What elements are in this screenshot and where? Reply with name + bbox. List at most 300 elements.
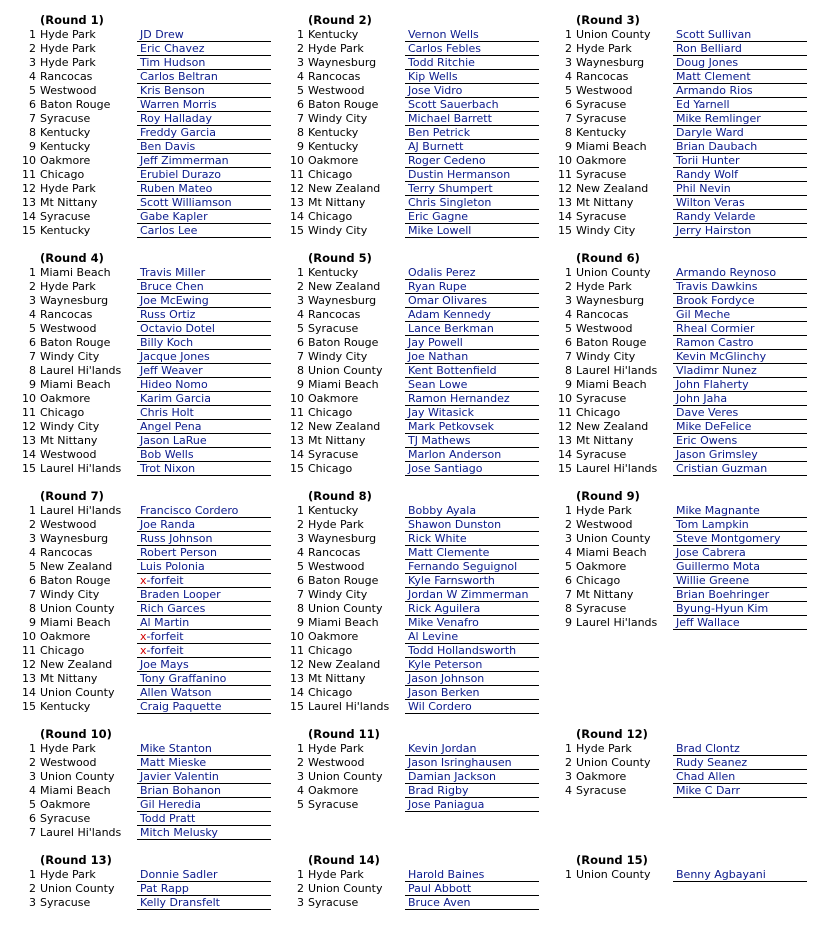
pick-player[interactable]: Daryle Ward <box>673 126 807 140</box>
pick-player[interactable]: Russ Johnson <box>137 532 271 546</box>
pick-row <box>268 630 538 644</box>
pick-row <box>536 196 806 210</box>
pick-row <box>0 882 270 896</box>
pick-player[interactable]: Jason Grimsley <box>673 448 807 462</box>
pick-row <box>0 378 270 392</box>
pick-row <box>536 126 806 140</box>
pick-row <box>268 350 538 364</box>
pick-row <box>0 574 270 588</box>
pick-player[interactable]: Angel Pena <box>137 420 271 434</box>
pick-number: 1 <box>297 742 304 755</box>
pick-team: Miami Beach <box>40 378 111 391</box>
pick-player[interactable]: Matt Mieske <box>137 756 271 770</box>
pick-player[interactable]: Francisco Cordero <box>137 504 271 518</box>
pick-row <box>0 308 270 322</box>
pick-player[interactable]: Omar Olivares <box>405 294 539 308</box>
pick-team: Mt Nittany <box>576 434 634 447</box>
pick-team: Baton Rouge <box>308 98 379 111</box>
pick-player[interactable]: Brook Fordyce <box>673 294 807 308</box>
pick-player[interactable]: Carlos Lee <box>137 224 271 238</box>
pick-team: New Zealand <box>576 420 649 433</box>
pick-row <box>0 812 270 826</box>
pick-player[interactable]: Jose Paniagua <box>405 798 539 812</box>
pick-player[interactable]: Ben Davis <box>137 140 271 154</box>
pick-number: 10 <box>22 154 36 167</box>
pick-player[interactable]: Octavio Dotel <box>137 322 271 336</box>
pick-player[interactable]: Donnie Sadler <box>137 868 271 882</box>
pick-player[interactable]: Jay Witasick <box>405 406 539 420</box>
pick-player[interactable]: Vernon Wells <box>405 28 539 42</box>
pick-team: Oakmore <box>40 154 91 167</box>
pick-player[interactable]: Armando Reynoso <box>673 266 807 280</box>
pick-number: 6 <box>297 574 304 587</box>
pick-number: 1 <box>29 266 36 279</box>
pick-player[interactable]: Mike Remlinger <box>673 112 807 126</box>
pick-player[interactable]: Al Martin <box>137 616 271 630</box>
pick-player[interactable]: Jose Santiago <box>405 462 539 476</box>
pick-player[interactable]: Todd Ritchie <box>405 56 539 70</box>
pick-player[interactable]: Odalis Perez <box>405 266 539 280</box>
pick-player[interactable]: Armando Rios <box>673 84 807 98</box>
pick-player[interactable]: Vladimr Nunez <box>673 364 807 378</box>
pick-player[interactable]: Ryan Rupe <box>405 280 539 294</box>
pick-team: Union County <box>308 364 383 377</box>
pick-player[interactable]: Wilton Veras <box>673 196 807 210</box>
pick-player[interactable]: Pat Rapp <box>137 882 271 896</box>
pick-player[interactable]: Matt Clement <box>673 70 807 84</box>
pick-player[interactable]: Scott Williamson <box>137 196 271 210</box>
pick-player[interactable]: Jacque Jones <box>137 350 271 364</box>
pick-player[interactable]: Shawon Dunston <box>405 518 539 532</box>
pick-player[interactable]: TJ Mathews <box>405 434 539 448</box>
pick-number: 13 <box>558 196 572 209</box>
pick-player[interactable]: AJ Burnett <box>405 140 539 154</box>
pick-player[interactable]: Byung-Hyun Kim <box>673 602 807 616</box>
pick-player[interactable]: Michael Barrett <box>405 112 539 126</box>
pick-number: 2 <box>29 280 36 293</box>
pick-player[interactable]: Harold Baines <box>405 868 539 882</box>
pick-number: 8 <box>565 364 572 377</box>
pick-player[interactable]: Rick White <box>405 532 539 546</box>
pick-player[interactable]: Phil Nevin <box>673 182 807 196</box>
pick-team: Westwood <box>40 518 97 531</box>
pick-number: 14 <box>558 448 572 461</box>
pick-player[interactable]: Jose Cabrera <box>673 546 807 560</box>
pick-row <box>0 420 270 434</box>
pick-player[interactable] <box>137 644 271 658</box>
pick-player[interactable]: Jason Johnson <box>405 672 539 686</box>
pick-player[interactable]: Joe Mays <box>137 658 271 672</box>
pick-player[interactable]: Gabe Kapler <box>137 210 271 224</box>
pick-team: Syracuse <box>576 448 627 461</box>
pick-row <box>536 42 806 56</box>
pick-team: Windy City <box>308 588 368 601</box>
pick-team: Waynesburg <box>576 56 645 69</box>
pick-player[interactable]: JD Drew <box>137 28 271 42</box>
pick-number: 8 <box>297 126 304 139</box>
pick-player[interactable]: Billy Koch <box>137 336 271 350</box>
forfeit-marker: x <box>140 630 147 643</box>
pick-player[interactable]: Ramon Hernandez <box>405 392 539 406</box>
pick-player[interactable]: Paul Abbott <box>405 882 539 896</box>
pick-team: Baton Rouge <box>40 98 111 111</box>
pick-player[interactable]: Kent Bottenfield <box>405 364 539 378</box>
pick-team: Oakmore <box>308 784 359 797</box>
pick-player[interactable]: Kris Benson <box>137 84 271 98</box>
pick-row <box>268 84 538 98</box>
pick-player[interactable]: Mike DeFelice <box>673 420 807 434</box>
pick-player[interactable]: Todd Pratt <box>137 812 271 826</box>
pick-number: 2 <box>565 756 572 769</box>
pick-row <box>536 756 806 770</box>
pick-player[interactable]: Kelly Dransfelt <box>137 896 271 910</box>
pick-number: 15 <box>558 224 572 237</box>
pick-player[interactable]: Jerry Hairston <box>673 224 807 238</box>
pick-row <box>0 350 270 364</box>
pick-row <box>536 168 806 182</box>
pick-player[interactable]: Kyle Farnsworth <box>405 574 539 588</box>
pick-player[interactable]: Kevin McGlinchy <box>673 350 807 364</box>
pick-player[interactable]: Bob Wells <box>137 448 271 462</box>
pick-player[interactable]: Dustin Hermanson <box>405 168 539 182</box>
pick-row <box>268 784 538 798</box>
pick-number: 8 <box>29 364 36 377</box>
pick-player[interactable]: Karim Garcia <box>137 392 271 406</box>
pick-number: 13 <box>290 434 304 447</box>
pick-number: 3 <box>565 770 572 783</box>
pick-team: Rancocas <box>576 308 629 321</box>
pick-player[interactable]: Mike Stanton <box>137 742 271 756</box>
pick-row <box>0 196 270 210</box>
pick-number: 6 <box>297 98 304 111</box>
pick-player[interactable]: Brian Boehringer <box>673 588 807 602</box>
pick-player[interactable]: Robert Person <box>137 546 271 560</box>
pick-row <box>268 448 538 462</box>
pick-player[interactable]: Roger Cedeno <box>405 154 539 168</box>
pick-player[interactable]: Marlon Anderson <box>405 448 539 462</box>
pick-team: Syracuse <box>40 812 91 825</box>
pick-player[interactable]: Todd Hollandsworth <box>405 644 539 658</box>
pick-number: 2 <box>565 518 572 531</box>
pick-player[interactable]: Dave Veres <box>673 406 807 420</box>
pick-row <box>268 308 538 322</box>
pick-row <box>536 560 806 574</box>
pick-row <box>0 616 270 630</box>
pick-team: Hyde Park <box>308 518 364 531</box>
pick-team: Westwood <box>40 322 97 335</box>
pick-player[interactable]: Rich Garces <box>137 602 271 616</box>
pick-player[interactable]: Russ Ortiz <box>137 308 271 322</box>
pick-player[interactable] <box>137 630 271 644</box>
pick-player[interactable]: Kyle Peterson <box>405 658 539 672</box>
pick-player[interactable]: Rudy Seanez <box>673 756 807 770</box>
pick-row <box>536 140 806 154</box>
pick-player[interactable]: Ed Yarnell <box>673 98 807 112</box>
pick-player[interactable]: Javier Valentin <box>137 770 271 784</box>
pick-number: 4 <box>29 308 36 321</box>
pick-number: 10 <box>558 154 572 167</box>
pick-player[interactable]: Gil Meche <box>673 308 807 322</box>
pick-team: Syracuse <box>308 322 359 335</box>
pick-player[interactable]: Carlos Beltran <box>137 70 271 84</box>
pick-player[interactable]: Terry Shumpert <box>405 182 539 196</box>
pick-player[interactable]: Kevin Jordan <box>405 742 539 756</box>
pick-row <box>0 224 270 238</box>
pick-row <box>536 420 806 434</box>
pick-row <box>0 896 270 910</box>
pick-row <box>268 182 538 196</box>
pick-player[interactable]: Scott Sauerbach <box>405 98 539 112</box>
pick-number: 4 <box>297 784 304 797</box>
pick-team: Chicago <box>308 406 353 419</box>
pick-row <box>268 224 538 238</box>
pick-player[interactable]: Eric Owens <box>673 434 807 448</box>
pick-team: Westwood <box>40 84 97 97</box>
pick-number: 2 <box>297 42 304 55</box>
pick-player[interactable]: Ben Petrick <box>405 126 539 140</box>
pick-number: 3 <box>297 770 304 783</box>
pick-player[interactable]: Travis Miller <box>137 266 271 280</box>
pick-player[interactable]: Ron Belliard <box>673 42 807 56</box>
pick-team: Chicago <box>308 686 353 699</box>
pick-player[interactable]: Benny Agbayani <box>673 868 807 882</box>
pick-number: 8 <box>29 602 36 615</box>
pick-number: 7 <box>565 588 572 601</box>
pick-number: 6 <box>29 98 36 111</box>
pick-player[interactable]: Brian Bohanon <box>137 784 271 798</box>
pick-row <box>0 392 270 406</box>
pick-number: 2 <box>29 518 36 531</box>
pick-team: Hyde Park <box>40 280 96 293</box>
pick-player[interactable]: Joe Randa <box>137 518 271 532</box>
pick-player[interactable]: Mark Petkovsek <box>405 420 539 434</box>
pick-player[interactable]: Hideo Nomo <box>137 378 271 392</box>
pick-player[interactable]: Jason Berken <box>405 686 539 700</box>
pick-team: Windy City <box>308 350 368 363</box>
pick-team: Kentucky <box>308 266 359 279</box>
pick-player[interactable]: John Flaherty <box>673 378 807 392</box>
pick-number: 13 <box>22 672 36 685</box>
pick-player[interactable]: John Jaha <box>673 392 807 406</box>
pick-player[interactable]: Bruce Aven <box>405 896 539 910</box>
pick-player[interactable]: Roy Halladay <box>137 112 271 126</box>
pick-team: Chicago <box>576 406 621 419</box>
pick-row <box>0 56 270 70</box>
pick-team: Hyde Park <box>40 28 96 41</box>
pick-player[interactable]: Bobby Ayala <box>405 504 539 518</box>
pick-team: Union County <box>308 602 383 615</box>
pick-number: 9 <box>297 140 304 153</box>
pick-player[interactable]: Mike Venafro <box>405 616 539 630</box>
pick-player[interactable]: Rick Aguilera <box>405 602 539 616</box>
pick-player[interactable]: Brian Daubach <box>673 140 807 154</box>
round-title: (Round 1) <box>40 13 104 27</box>
pick-number: 1 <box>565 504 572 517</box>
pick-team: Hyde Park <box>308 868 364 881</box>
pick-player[interactable]: Chris Holt <box>137 406 271 420</box>
pick-number: 10 <box>290 630 304 643</box>
pick-player[interactable]: Jay Powell <box>405 336 539 350</box>
pick-player[interactable]: Cristian Guzman <box>673 462 807 476</box>
pick-row <box>268 770 538 784</box>
pick-player[interactable]: Eric Gagne <box>405 210 539 224</box>
pick-player[interactable]: Doug Jones <box>673 56 807 70</box>
pick-team: Rancocas <box>308 308 361 321</box>
pick-team: Laurel Hi'lands <box>576 616 658 629</box>
pick-player[interactable]: Chris Singleton <box>405 196 539 210</box>
pick-player[interactable]: Erubiel Durazo <box>137 168 271 182</box>
pick-number: 5 <box>297 560 304 573</box>
pick-number: 3 <box>29 532 36 545</box>
pick-player[interactable]: Craig Paquette <box>137 700 271 714</box>
pick-team: Waynesburg <box>308 294 377 307</box>
pick-player[interactable]: Brad Clontz <box>673 742 807 756</box>
pick-player[interactable]: Fernando Seguignol <box>405 560 539 574</box>
pick-number: 7 <box>29 112 36 125</box>
pick-player[interactable]: Trot Nixon <box>137 462 271 476</box>
pick-player[interactable]: Freddy Garcia <box>137 126 271 140</box>
pick-team: Union County <box>576 868 651 881</box>
pick-player[interactable]: Brad Rigby <box>405 784 539 798</box>
pick-row <box>268 392 538 406</box>
pick-player[interactable]: Randy Velarde <box>673 210 807 224</box>
pick-row <box>268 406 538 420</box>
pick-player[interactable]: Joe Nathan <box>405 350 539 364</box>
pick-player[interactable]: Al Levine <box>405 630 539 644</box>
pick-row <box>268 126 538 140</box>
pick-player[interactable]: Lance Berkman <box>405 322 539 336</box>
pick-team: Syracuse <box>576 98 627 111</box>
pick-player[interactable]: Damian Jackson <box>405 770 539 784</box>
pick-player[interactable]: Scott Sullivan <box>673 28 807 42</box>
pick-player[interactable]: Travis Dawkins <box>673 280 807 294</box>
pick-row <box>0 868 270 882</box>
pick-player[interactable]: Jeff Zimmerman <box>137 154 271 168</box>
pick-number: 12 <box>558 420 572 433</box>
pick-team: Syracuse <box>308 896 359 909</box>
pick-player[interactable]: Ramon Castro <box>673 336 807 350</box>
pick-number: 3 <box>565 56 572 69</box>
pick-row <box>536 392 806 406</box>
pick-player[interactable]: Bruce Chen <box>137 280 271 294</box>
pick-number: 7 <box>297 350 304 363</box>
pick-number: 1 <box>565 28 572 41</box>
pick-number: 6 <box>29 812 36 825</box>
pick-number: 2 <box>29 882 36 895</box>
pick-player[interactable]: Jordan W Zimmerman <box>405 588 539 602</box>
pick-row <box>0 700 270 714</box>
pick-player[interactable]: Chad Allen <box>673 770 807 784</box>
pick-player[interactable] <box>137 574 271 588</box>
pick-row <box>268 588 538 602</box>
pick-player[interactable]: Tony Graffanino <box>137 672 271 686</box>
pick-row <box>268 896 538 910</box>
pick-row <box>536 84 806 98</box>
pick-team: Oakmore <box>576 154 627 167</box>
pick-row <box>0 266 270 280</box>
pick-player[interactable]: Guillermo Mota <box>673 560 807 574</box>
pick-player[interactable]: Luis Polonia <box>137 560 271 574</box>
pick-player[interactable]: Gil Heredia <box>137 798 271 812</box>
round-title: (Round 8) <box>308 489 372 503</box>
pick-player[interactable]: Jeff Weaver <box>137 364 271 378</box>
pick-player[interactable]: Jason Isringhausen <box>405 756 539 770</box>
pick-player[interactable]: Allen Watson <box>137 686 271 700</box>
pick-number: 11 <box>22 168 36 181</box>
pick-player[interactable]: Mike Lowell <box>405 224 539 238</box>
pick-row <box>268 112 538 126</box>
pick-row <box>268 644 538 658</box>
pick-number: 1 <box>297 504 304 517</box>
pick-player[interactable]: Steve Montgomery <box>673 532 807 546</box>
pick-player[interactable]: Rheal Cormier <box>673 322 807 336</box>
pick-row <box>268 686 538 700</box>
pick-number: 15 <box>290 462 304 475</box>
pick-number: 8 <box>565 602 572 615</box>
pick-team: Hyde Park <box>40 182 96 195</box>
pick-team: Oakmore <box>308 392 359 405</box>
pick-player[interactable]: Mike C Darr <box>673 784 807 798</box>
pick-player[interactable]: Willie Greene <box>673 574 807 588</box>
pick-number: 2 <box>297 882 304 895</box>
pick-player[interactable]: Kip Wells <box>405 70 539 84</box>
pick-player[interactable]: Eric Chavez <box>137 42 271 56</box>
pick-player[interactable]: Randy Wolf <box>673 168 807 182</box>
pick-player[interactable]: Sean Lowe <box>405 378 539 392</box>
pick-team: Kentucky <box>40 126 91 139</box>
pick-player[interactable]: Jose Vidro <box>405 84 539 98</box>
round-title: (Round 7) <box>40 489 104 503</box>
pick-team: New Zealand <box>576 182 649 195</box>
round-title: (Round 4) <box>40 251 104 265</box>
pick-player[interactable]: Tom Lampkin <box>673 518 807 532</box>
pick-team: Syracuse <box>308 798 359 811</box>
pick-player[interactable]: Adam Kennedy <box>405 308 539 322</box>
pick-number: 3 <box>297 532 304 545</box>
pick-number: 10 <box>22 392 36 405</box>
pick-number: 2 <box>297 518 304 531</box>
pick-team: Mt Nittany <box>40 434 98 447</box>
pick-player[interactable]: Joe McEwing <box>137 294 271 308</box>
pick-player[interactable]: Jeff Wallace <box>673 616 807 630</box>
pick-number: 4 <box>29 70 36 83</box>
pick-number: 3 <box>565 294 572 307</box>
pick-player[interactable]: Ruben Mateo <box>137 182 271 196</box>
pick-player[interactable]: Mike Magnante <box>673 504 807 518</box>
pick-player[interactable]: Wil Cordero <box>405 700 539 714</box>
pick-player[interactable]: Jason LaRue <box>137 434 271 448</box>
pick-team: Union County <box>576 28 651 41</box>
pick-player[interactable]: Braden Looper <box>137 588 271 602</box>
pick-team: Rancocas <box>40 546 93 559</box>
pick-team: Kentucky <box>40 224 91 237</box>
pick-row <box>268 434 538 448</box>
pick-row <box>268 28 538 42</box>
pick-player[interactable]: Matt Clemente <box>405 546 539 560</box>
pick-row <box>536 588 806 602</box>
pick-player[interactable]: Tim Hudson <box>137 56 271 70</box>
pick-team: New Zealand <box>308 182 381 195</box>
pick-player[interactable]: Mitch Melusky <box>137 826 271 840</box>
pick-team: Westwood <box>576 84 633 97</box>
pick-team: Kentucky <box>308 504 359 517</box>
pick-row <box>0 462 270 476</box>
pick-player[interactable]: Warren Morris <box>137 98 271 112</box>
pick-player[interactable]: Carlos Febles <box>405 42 539 56</box>
pick-player[interactable]: Torii Hunter <box>673 154 807 168</box>
pick-number: 10 <box>290 154 304 167</box>
pick-team: Chicago <box>40 644 85 657</box>
